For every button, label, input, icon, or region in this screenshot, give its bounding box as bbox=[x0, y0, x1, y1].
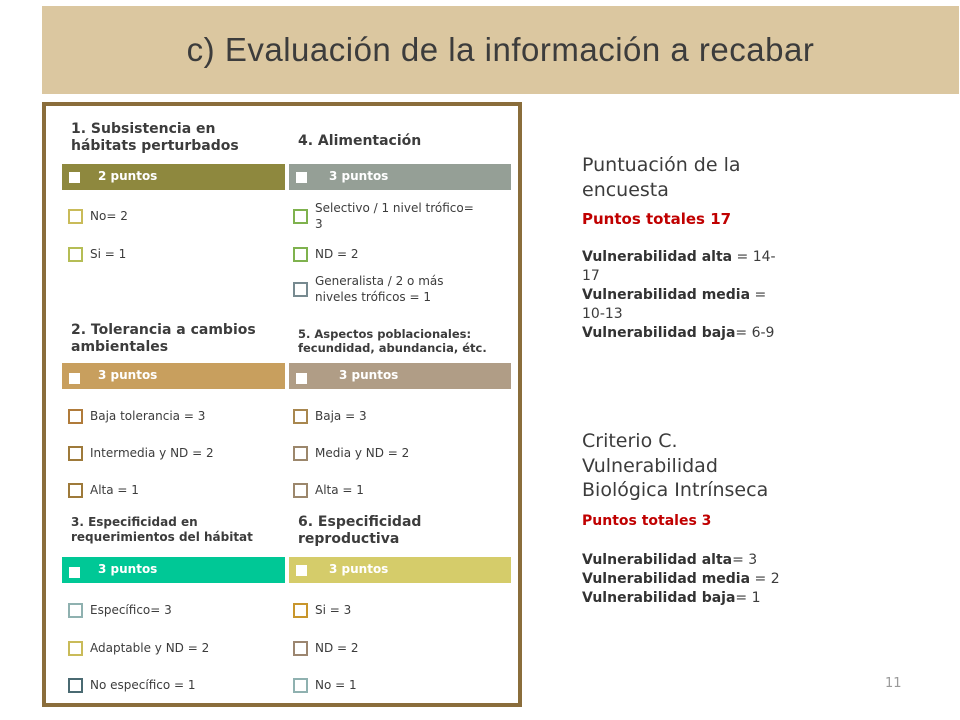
option-label: Adaptable y ND = 2 bbox=[90, 641, 210, 655]
section-1-points-bar bbox=[62, 164, 285, 190]
option-label: Baja = 3 bbox=[315, 409, 367, 423]
section-1-points: 2 puntos bbox=[98, 169, 158, 183]
checkbox-icon bbox=[69, 172, 80, 183]
section-5-option-2[interactable] bbox=[293, 445, 409, 461]
section-5-option-1[interactable] bbox=[293, 408, 367, 424]
criterion-summary bbox=[582, 429, 807, 608]
section-3-points-bar bbox=[62, 557, 285, 583]
option-label: Específico= 3 bbox=[90, 603, 172, 617]
vulnerability-high: Vulnerabilidad alta= 3 bbox=[582, 552, 758, 569]
page-number: 11 bbox=[885, 676, 902, 691]
section-3-title: 3. Especificidad en requerimientos del hábitat bbox=[71, 515, 253, 544]
section-6-option-1[interactable] bbox=[293, 602, 351, 618]
section-4-points-bar bbox=[289, 164, 511, 190]
section-4-points: 3 puntos bbox=[329, 169, 389, 183]
vulnerability-medium: Vulnerabilidad media = 10-13 bbox=[582, 287, 767, 323]
checkbox-icon[interactable] bbox=[68, 209, 83, 224]
survey-total: Puntos totales 17 bbox=[582, 210, 732, 229]
option-label: ND = 2 bbox=[315, 641, 359, 655]
section-6-option-3[interactable] bbox=[293, 677, 357, 693]
option-label: No = 1 bbox=[315, 678, 357, 692]
checkbox-icon[interactable] bbox=[293, 483, 308, 498]
checkbox-icon bbox=[69, 373, 80, 384]
option-label: Media y ND = 2 bbox=[315, 446, 410, 460]
checkbox-icon[interactable] bbox=[293, 409, 308, 424]
section-1-title: 1. Subsistencia en hábitats perturbados bbox=[71, 121, 239, 155]
checkbox-icon[interactable] bbox=[293, 603, 308, 618]
section-5-option-3[interactable] bbox=[293, 482, 364, 498]
section-2-option-2[interactable] bbox=[68, 445, 214, 461]
checkbox-icon bbox=[69, 567, 80, 578]
option-label: No específico = 1 bbox=[90, 678, 196, 692]
criterion-total: Puntos totales 3 bbox=[582, 513, 712, 530]
option-label: ND = 2 bbox=[315, 247, 359, 261]
checkbox-icon[interactable] bbox=[68, 446, 83, 461]
criterion-heading: Criterio C. Vulnerabilidad Biológica Intrínseca bbox=[582, 430, 769, 502]
section-3-option-3[interactable] bbox=[68, 677, 196, 693]
vulnerability-low: Vulnerabilidad baja= 1 bbox=[582, 589, 761, 606]
checkbox-icon[interactable] bbox=[293, 446, 308, 461]
section-2-points: 3 puntos bbox=[98, 368, 158, 382]
option-label: No= 2 bbox=[90, 209, 128, 223]
checkbox-icon[interactable] bbox=[68, 247, 83, 262]
slide-title: c) Evaluación de la información a recabar bbox=[186, 31, 815, 68]
section-3-option-2[interactable] bbox=[68, 640, 209, 656]
option-label: Baja tolerancia = 3 bbox=[90, 409, 206, 423]
section-4-title: 4. Alimentación bbox=[298, 133, 422, 149]
section-3-option-1[interactable] bbox=[68, 602, 172, 618]
survey-heading: Puntuación de la encuesta bbox=[582, 154, 741, 201]
section-5-points-bar bbox=[289, 363, 511, 389]
option-label: Alta = 1 bbox=[315, 483, 364, 497]
checkbox-icon[interactable] bbox=[293, 247, 308, 262]
option-label: Si = 1 bbox=[90, 247, 127, 261]
vulnerability-low: Vulnerabilidad baja= 6-9 bbox=[582, 324, 775, 341]
checkbox-icon[interactable] bbox=[68, 678, 83, 693]
section-2-points-bar bbox=[62, 363, 285, 389]
section-5-points: 3 puntos bbox=[339, 368, 399, 382]
option-label: Si = 3 bbox=[315, 603, 352, 617]
section-5-title: 5. Aspectos poblacionales: fecundidad, abundancia, étc. bbox=[298, 327, 487, 356]
section-1-option-1[interactable] bbox=[68, 208, 128, 224]
checkbox-icon[interactable] bbox=[293, 641, 308, 656]
checkbox-icon[interactable] bbox=[293, 678, 308, 693]
section-6-points: 3 puntos bbox=[329, 562, 389, 576]
section-6-points-bar bbox=[289, 557, 511, 583]
section-1-option-2[interactable] bbox=[68, 246, 126, 262]
checkbox-icon[interactable] bbox=[68, 641, 83, 656]
checkbox-icon[interactable] bbox=[68, 603, 83, 618]
vulnerability-high: Vulnerabilidad alta = 14-17 bbox=[582, 249, 776, 285]
checkbox-icon[interactable] bbox=[293, 282, 308, 297]
checkbox-icon[interactable] bbox=[68, 483, 83, 498]
checkbox-icon bbox=[296, 373, 307, 384]
section-2-option-1[interactable] bbox=[68, 408, 205, 424]
checkbox-icon bbox=[296, 172, 307, 183]
section-2-title: 2. Tolerancia a cambios ambientales bbox=[71, 322, 256, 356]
checkbox-icon bbox=[296, 565, 307, 576]
option-label: Intermedia y ND = 2 bbox=[90, 446, 214, 460]
section-6-option-2[interactable] bbox=[293, 640, 359, 656]
option-label: Generalista / 2 o más niveles tróficos = 1 bbox=[315, 274, 444, 305]
section-4-option-2[interactable] bbox=[293, 246, 359, 262]
section-4-option-1[interactable] bbox=[293, 200, 480, 232]
section-2-option-3[interactable] bbox=[68, 482, 139, 498]
option-label: Alta = 1 bbox=[90, 483, 139, 497]
checkbox-icon[interactable] bbox=[293, 209, 308, 224]
option-label: Selectivo / 1 nivel trófico= 3 bbox=[315, 201, 474, 232]
section-6-title: 6. Especificidad reproductiva bbox=[298, 514, 422, 548]
section-4-option-3[interactable] bbox=[293, 273, 485, 305]
checkbox-icon[interactable] bbox=[68, 409, 83, 424]
vulnerability-medium: Vulnerabilidad media = 2 bbox=[582, 570, 780, 587]
survey-summary bbox=[582, 153, 792, 343]
section-3-points: 3 puntos bbox=[98, 562, 158, 576]
